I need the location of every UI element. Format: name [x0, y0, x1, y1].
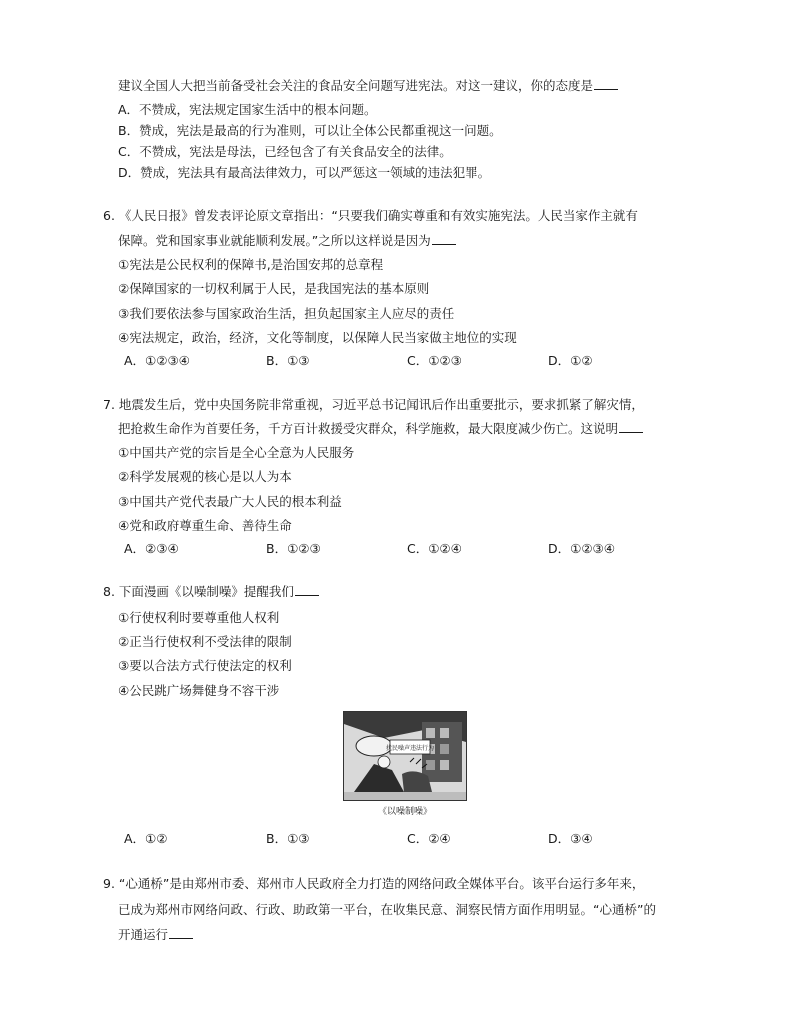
cartoon-caption: 《以噪制噪》	[377, 807, 432, 817]
q6-stem-line1: 6. 《人民日报》曾发表评论原文章指出：“只要我们确实尊重和有效实施宪法。人民当家作主就有	[103, 208, 638, 223]
q7-item-3: ③中国共产党代表最广大人民的根本利益	[118, 494, 342, 509]
q6-choice-c[interactable]: C．①②③	[407, 353, 462, 368]
q8-choice-d[interactable]: D．③④	[548, 831, 593, 846]
answer-blank[interactable]	[619, 420, 643, 433]
q9-stem-line3-text: 开通运行	[118, 927, 169, 942]
q6-item-1: ①宪法是公民权利的保障书,是治国安邦的总章程	[118, 257, 384, 272]
q7-choice-c[interactable]: C．①②④	[407, 541, 462, 556]
q9-stem-line3	[118, 926, 193, 944]
q7-choice-d[interactable]: D．①②③④	[548, 541, 615, 556]
q5-stem-text: 建议全国人大把当前备受社会关注的食品安全问题写进宪法。对这一建议，你的态度是	[118, 78, 594, 93]
q7-choice-a[interactable]: A．②③④	[124, 541, 179, 556]
q7-item-4: ④党和政府尊重生命、善待生命	[118, 518, 292, 533]
cartoon-illustration	[344, 712, 466, 800]
q9-stem-line1: 9. “心通桥”是由郑州市委、郑州市人民政府全力打造的网络问政全媒体平台。该平台运行多年来，	[103, 876, 645, 891]
answer-blank[interactable]	[295, 583, 319, 596]
q8-choice-b[interactable]: B．①③	[266, 831, 310, 846]
q6-stem-line2-text: 保障。党和国家事业就能顺利发展。”之所以这样说是因为	[118, 233, 431, 248]
q8-stem-text: 8. 下面漫画《以噪制噪》提醒我们	[103, 584, 294, 599]
answer-blank[interactable]	[169, 926, 193, 939]
q6-item-3: ③我们要依法参与国家政治生活，担负起国家主人应尽的责任	[118, 306, 455, 321]
q9-stem-line2: 已成为郑州市网络问政、行政、助政第一平台，在收集民意、洞察民情方面作用明显。“心通桥”的	[118, 902, 656, 917]
q8-choice-a[interactable]: A．①②	[124, 831, 168, 846]
q5-option-b: B．赞成，宪法是最高的行为准则，可以让全体公民都重视这一问题。	[118, 123, 502, 138]
q8-item-2: ②正当行使权利不受法律的限制	[118, 634, 292, 649]
q7-stem-line2-text: 把抢救生命作为首要任务，千方百计救援受灾群众，科学施救，最大限度减少伤亡。这说明	[118, 421, 619, 436]
q6-item-2: ②保障国家的一切权利属于人民，是我国宪法的基本原则	[118, 281, 430, 296]
cartoon-sign-text: 扰民噪声违法行为	[385, 745, 435, 752]
q8-stem	[103, 583, 319, 601]
cartoon-image	[343, 711, 467, 801]
q6-stem-line2	[118, 232, 456, 250]
answer-blank[interactable]	[594, 77, 618, 90]
q5-option-c: C．不赞成，宪法是母法，已经包含了有关食品安全的法律。	[118, 144, 452, 159]
q6-choice-b[interactable]: B．①③	[266, 353, 310, 368]
q5-stem	[118, 77, 618, 95]
q5-option-d: D．赞成，宪法具有最高法律效力，可以严惩这一领域的违法犯罪。	[118, 165, 491, 180]
q7-item-2: ②科学发展观的核心是以人为本	[118, 469, 292, 484]
q8-item-3: ③要以合法方式行使法定的权利	[118, 658, 292, 673]
q6-choice-d[interactable]: D．①②	[548, 353, 593, 368]
q7-stem-line1: 7. 地震发生后，党中央国务院非常重视，习近平总书记闻讯后作出重要批示，要求抓紧了解灾情，	[103, 397, 644, 412]
q7-choices	[124, 540, 684, 558]
q8-item-4: ④公民跳广场舞健身不容干涉	[118, 683, 280, 698]
q7-stem-line2	[118, 420, 643, 438]
q8-item-1: ①行使权利时要尊重他人权利	[118, 610, 280, 625]
q6-choices	[124, 352, 684, 370]
q7-choice-b[interactable]: B．①②③	[266, 541, 321, 556]
q6-choice-a[interactable]: A．①②③④	[124, 353, 190, 368]
q5-option-a: A．不赞成，宪法规定国家生活中的根本问题。	[118, 102, 377, 117]
q8-choices	[124, 830, 684, 848]
q8-choice-c[interactable]: C．②④	[407, 831, 451, 846]
answer-blank[interactable]	[432, 232, 456, 245]
q7-item-1: ①中国共产党的宗旨是全心全意为人民服务	[118, 445, 355, 460]
q6-item-4: ④宪法规定，政治，经济，文化等制度，以保障人民当家做主地位的实现	[118, 330, 517, 345]
